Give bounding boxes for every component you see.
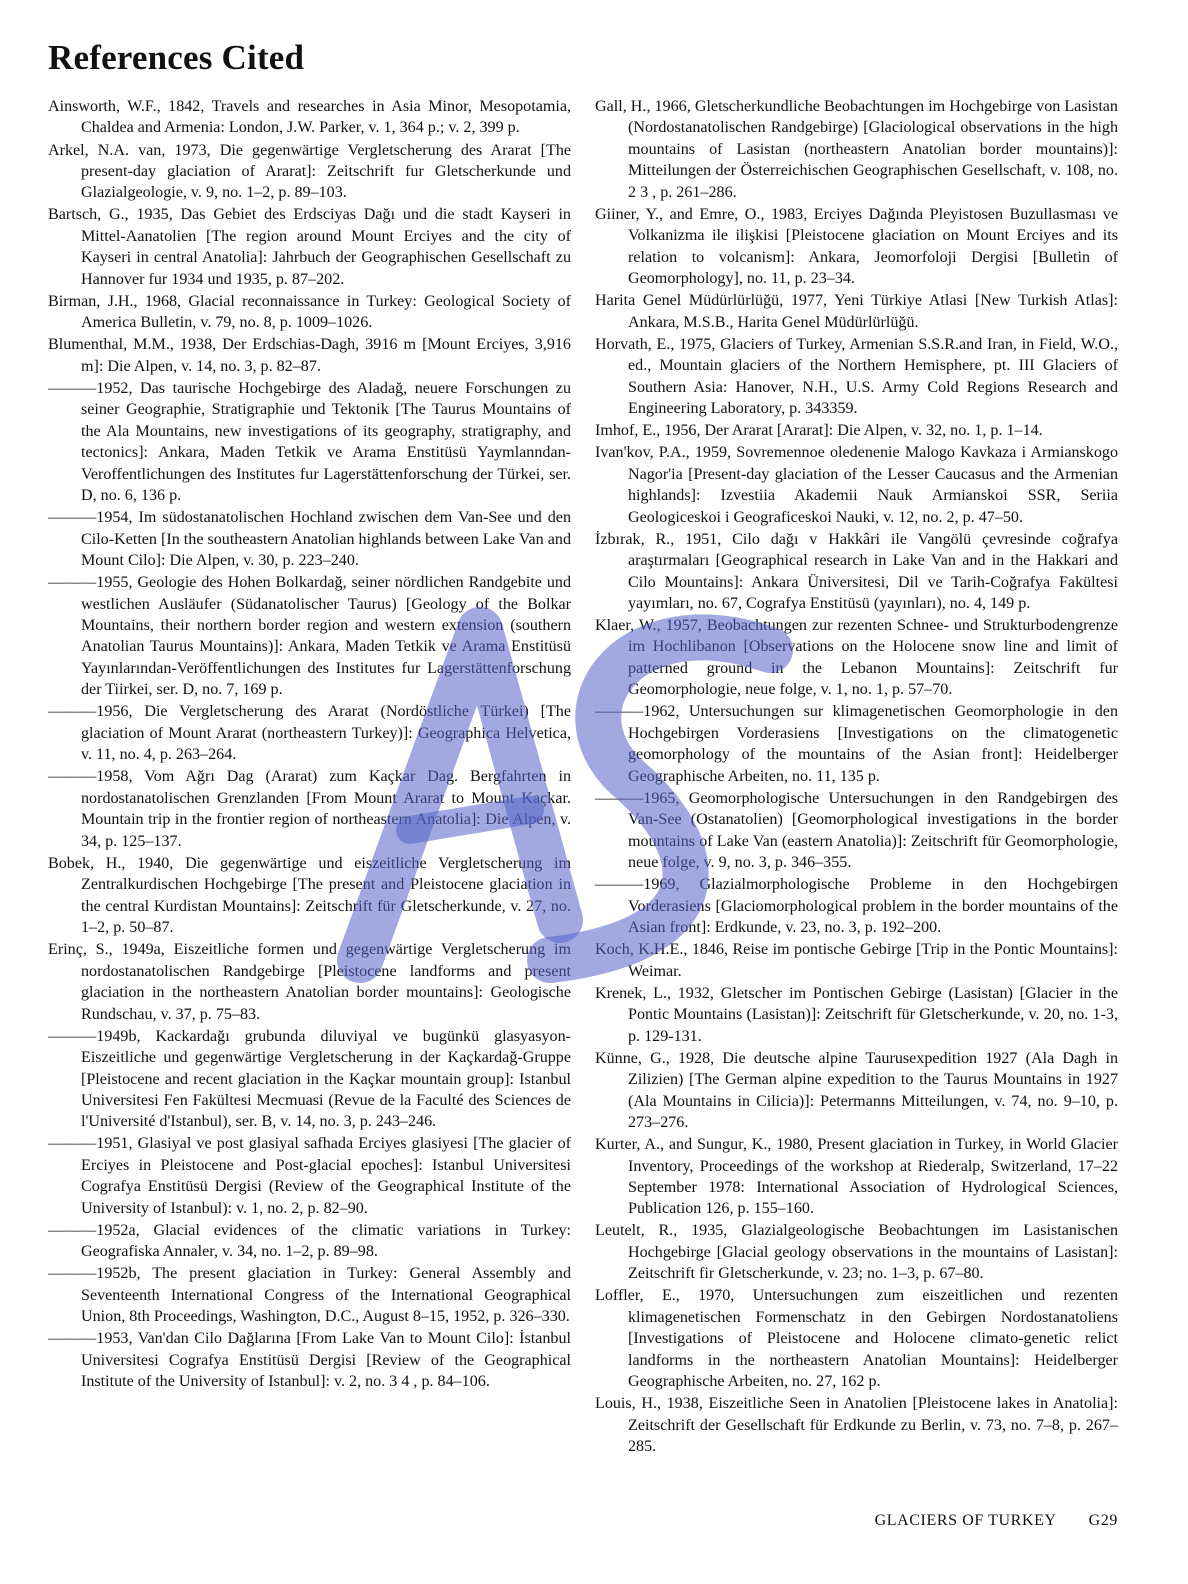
reference-text: Glaciers of Turkey, Armenian S.S.R.and Iran, in Field, W.O., ed., Mountain glaciers of the Northern Hemisphere, pt. III Glaciers of Southern Asia: Hanover, N.H., U.S. Army Cold Regions Research and Engineering Laboratory, p. 343359. xyxy=(628,335,1118,418)
reference-entry xyxy=(595,701,1118,787)
reference-text: Kackardağı grubunda diluviyal ve bugünkü glasyasyon-Eiszeitliche und gegenwärtige Vergletscherung in der Kaçkardağ-Gruppe [Pleistocene and recent glaciation in the Kaçkar mountain group]: Istanbul Universitesi Fen Fakültesi Mecmuasi (Revue de la Faculté des Sciences de l'Université d'Istanbul), ser. B, v. 14, no. 3, p. 243–246. xyxy=(81,1027,571,1131)
reference-text: Die Vergletscherung des Ararat (Nordöstliche Türkei) [The glaciation of Mount Ararat (northeastern Turkey)]: Geographica Helvetica, v. 11, no. 4, p. 263–264. xyxy=(81,703,571,764)
reference-entry xyxy=(595,334,1118,420)
reference-text: Glasiyal ve post glasiyal safhada Erciyes glasiyesi [The glacier of Erciyes in Pleistocene and Post-glacial epoches]: Istanbul Universitesi Cografya Enstitüsü Dergisi (Review of the Geographical Institute of the University of Istanbul): v. 1, no. 2, p. 82–90. xyxy=(81,1135,571,1217)
reference-text: Cilo dağı v Hakkâri ile Vangölü çevresinde coğrafya araştırmaları [Geographical research in Lake Van and in the Hakkari and Cilo Mountains]: Ankara Üniversitesi, Dil ve Tarih-Coğrafya Fakültesi yayımları, no. 67, Cografya Enstitüsü (yayınları), no. 4, 149 p. xyxy=(628,530,1118,612)
reference-author: Ivan'kov, P.A., 1959, xyxy=(595,444,732,462)
reference-entry xyxy=(48,1220,571,1263)
reference-author: Gall, H., 1966, xyxy=(595,98,691,115)
reference-text: Yeni Türkiye Atlasi [New Turkish Atlas]: Ankara, M.S.B., Harita Genel Müdürlürlüğü. xyxy=(628,292,1118,331)
reference-entry xyxy=(48,701,571,765)
reference-text: Van'dan Cilo Dağlarına [From Lake Van to Mount Cilo]: İstanbul Universitesi Cografya Enstitüsü Dergisi [Review of the Geographical Institute of the University of Istanbul]: v. 2, no. 3 4 , p. 84–106. xyxy=(81,1330,571,1391)
reference-author: ———1952b, xyxy=(48,1265,141,1283)
reference-author: ———1949b, xyxy=(48,1027,141,1045)
reference-author: ———1955, xyxy=(48,574,133,592)
reference-entry xyxy=(595,442,1118,528)
reference-text: Glacial evidences of the climatic variations in Turkey: Geografiska Annaler, v. 34, no. 1–2, p. 89–98. xyxy=(81,1221,571,1261)
reference-text: Reise im pontische Gebirge [Trip in the Pontic Mountains]: Weimar. xyxy=(628,941,1118,980)
reference-author: ———1952, xyxy=(48,379,133,397)
reference-text: Untersuchungen sur klimagenetischen Geomorphologie in den Hochgebirgen Vorderasiens [Investigations on the climatogenetic geomorphology of the mountains of the Asian front]: Heidelberger Geographische Arbeiten, no. 11, 135 p. xyxy=(628,703,1118,785)
reference-text: Present glaciation in Turkey, in World Glacier Inventory, Proceedings of the workshop at Riederalp, Switzerland, 17–22 September 1978: International Association of Hydrological Sciences, Publication 126, p. 155–160. xyxy=(628,1136,1118,1218)
reference-text: Eiszeitliche formen und gegenwärtige Vergletscherung im nordostanatolischen Randgebirge [Pleistocene landforms and present glaciation in the northeastern Anatolian border mountains]: Geologische Rundschau, v. 37, p. 75–83. xyxy=(81,941,571,1023)
reference-author: Krenek, L., 1932, xyxy=(595,984,714,1002)
reference-entry xyxy=(595,939,1118,982)
reference-text: Erciyes Dağında Pleyistosen Buzullasması ve Volkanizma ile ilişkisi [Pleistocene glaciation on Mount Erciyes and its relation to volcanism]: Ankara, Jeomorfoloji Dergisi [Bulletin of Geomorphology], no. 11, p. 23–34. xyxy=(628,205,1118,288)
reference-entry xyxy=(48,1328,571,1392)
reference-entry xyxy=(48,334,571,377)
reference-author: ———1953, xyxy=(48,1330,133,1348)
reference-author: Bartsch, G., 1935, xyxy=(48,206,173,224)
reference-entry xyxy=(595,1285,1118,1392)
references-left-column xyxy=(48,96,571,1393)
reference-entry xyxy=(48,853,571,939)
reference-author: Bobek, H., 1940, xyxy=(48,854,174,872)
reference-entry xyxy=(48,572,571,701)
reference-author: ———1965, xyxy=(595,789,680,807)
reference-text: Eiszeitliche Seen in Anatolien [Pleistocene lakes in Anatolia]: Zeitschrift der Gesellschaft für Erdkunde zu Berlin, v. 73, no. 7–8, p. 267–285. xyxy=(628,1395,1118,1456)
reference-author: Horvath, E., 1975, xyxy=(595,335,716,353)
reference-author: Klaer, W., 1957, xyxy=(595,617,702,635)
reference-entry xyxy=(48,939,571,1025)
reference-text: Beobachtungen zur rezenten Schnee- und Strukturbodengrenze im Hochlibanon [Observations on the Holocene snow line and limit of patterned ground in the Lebanon Mountains]: Zeitschrift fur Geomorphologie, neue folge, v. 1, no. 1, p. 57–70. xyxy=(628,617,1118,699)
reference-entry xyxy=(595,1048,1118,1134)
reference-text: Glazialmorphologische Probleme in den Hochgebirgen Vorderasiens [Glaciomorphological problem in the border mountains of the Asian front]: Erdkunde, v. 23, no. 3, p. 192–200. xyxy=(628,876,1118,937)
reference-text: Der Erdschias-Dagh, 3916 m [Mount Erciyes, 3,916 m]: Die Alpen, v. 14, no. 3, p. 82–87. xyxy=(81,336,571,375)
references-right-column xyxy=(595,96,1118,1458)
reference-author: Ainsworth, W.F., 1842, xyxy=(48,98,205,115)
reference-entry xyxy=(595,615,1118,701)
reference-entry xyxy=(595,204,1118,290)
reference-entry xyxy=(48,1263,571,1327)
reference-author: ———1969, xyxy=(595,876,680,894)
reference-entry xyxy=(595,1393,1118,1457)
reference-text: Sovremennoe oledenenie Malogo Kavkaza i Armianskogo Nagor'ia [Present-day glaciation of the Lesser Caucasus and the Armenian highlands]: Izvestiia Akademii Nauk Armianskoi SSR, Seriia Geologiceskoi i Geograficeskoi Nauki, v. 12, no. 2, p. 47–50. xyxy=(628,444,1118,526)
reference-text: Das taurische Hochgebirge des Aladağ, neuere Forschungen zu seiner Geographie, Stratigraphie und Tektonik [The Taurus Mountains of the Ala Mountains, new investigations of its geography, stratigraphy, and tectonics]: Ankara, Maden Tetkik ve Arama Enstitüsü Yaymlanndan-Veroffentlichungen des Institutes fur Lagerstättenforschung der Türkei, ser. D, no. 6, 136 p. xyxy=(81,379,571,505)
reference-entry xyxy=(595,290,1118,333)
reference-entry xyxy=(48,1026,571,1133)
reference-text: Geologie des Hohen Bolkardağ, seiner nördlichen Randgebite und westlichen Ausläufer (Südanatolischer Taurus) [Geology of the Bolkar Mountains, their northern border region and western extension (southern Anatolian Taurus Mountains)]: Ankara, Maden Tetkik ve Arama Enstitüsü Yayınlarından-Veröffentlichungen des Institutes fur Lagerstättenforschung der Tiirkei, ser. D, no. 7, 169 p. xyxy=(81,574,572,699)
reference-text: Untersuchungen zum eiszeitlichen und rezenten klimagenetischen Formenschatz in den Gebirgen Nordostanatoliens [Investigations of Pleistocene and Holocene climato-genetic relict landforms in the northeastern Anatolian Mountains]: Heidelberger Geographische Arbeiten, no. 27, 162 p. xyxy=(628,1287,1119,1391)
reference-author: Imhof, E., 1956, xyxy=(595,422,701,440)
reference-entry xyxy=(48,1133,571,1219)
reference-entry xyxy=(595,983,1118,1047)
reference-text: Das Gebiet des Erdsciyas Dağı und die stadt Kayseri in Mittel-Aanatolien [The region around Mount Erciyes and the city of Kayseri in central Anatolia]: Jahrbuch der Geographischen Gesellschaft zu Hannover fur 1934 und 1935, p. 87–202. xyxy=(81,206,571,288)
reference-entry xyxy=(595,96,1118,203)
reference-author: Erinç, S., 1949a, xyxy=(48,941,165,959)
reference-entry xyxy=(48,204,571,290)
reference-author: ———1962, xyxy=(595,703,680,721)
reference-author: ———1956, xyxy=(48,703,133,721)
reference-author: Künne, G., 1928, xyxy=(595,1049,715,1067)
running-title: GLACIERS OF TURKEY xyxy=(874,1512,1057,1529)
page-number: G29 xyxy=(1088,1512,1118,1529)
reference-text: Im südostanatolischen Hochland zwischen dem Van-See und den Cilo-Ketten [In the southeastern Anatolian highlands between Lake Van and Mount Cilo]: Die Alpen, v. 30, p. 223–240. xyxy=(81,509,572,570)
reference-text: Der Ararat [Ararat]: Die Alpen, v. 32, no. 1, p. 1–14. xyxy=(704,422,1043,440)
reference-text: Die gegenwärtige und eiszeitliche Vergletscherung im Zentralkurdischen Hochgebirge [The present and Pleistocene glaciation in the central Kurdistan Mountains]: Zeitschrift für Gletscherkunde, v. 27, no. 1–2, p. 50–87. xyxy=(81,854,572,937)
reference-text: Gletscher im Pontischen Gebirge (Lasistan) [Glacier in the Pontic Mountains (Lasistan)]: Zeitschrift für Gletscherkunde, v. 20, no. 1-3, p. 129-131. xyxy=(628,984,1118,1045)
reference-author: Koch, K.H.E., 1846, xyxy=(595,941,729,959)
reference-author: ———1952a, xyxy=(48,1221,140,1239)
reference-author: Loffler, E., 1970, xyxy=(595,1287,735,1305)
reference-entry xyxy=(48,507,571,571)
reference-author: Kurter, A., and Sungur, K., 1980, xyxy=(595,1136,813,1154)
reference-author: Giiner, Y., and Emre, O., 1983, xyxy=(595,205,808,223)
reference-text: The present glaciation in Turkey: General Assembly and Seventeenth International Congress of the International Geographical Union, 8th Proceedings, Washington, D.C., August 8–15, 1952, p. 326–330. xyxy=(81,1265,572,1326)
reference-entry xyxy=(595,1220,1118,1284)
reference-author: Blumenthal, M.M., 1938, xyxy=(48,336,217,354)
reference-entry xyxy=(48,766,571,852)
reference-entry xyxy=(48,378,571,507)
reference-entry xyxy=(595,529,1118,615)
reference-entry xyxy=(595,420,1118,441)
page-footer xyxy=(843,1512,1118,1530)
reference-text: Geomorphologische Untersuchungen in den Randgebirgen des Van-See (Ostanatolien) [Geomorphological investigations in the border mountains of Lake Van (eastern Anatolia)]: Zeitschrift für Geomorphologie, neue folge, v. 9, no. 3, p. 346–355. xyxy=(628,789,1118,872)
page-title: References Cited xyxy=(48,38,305,77)
reference-entry xyxy=(595,1134,1118,1220)
reference-entry xyxy=(48,140,571,204)
reference-text: Glacial reconnaissance in Turkey: Geological Society of America Bulletin, v. 79, no. 8, p. 1009–1026. xyxy=(81,292,571,332)
reference-author: Birman, J.H., 1968, xyxy=(48,292,182,310)
reference-entry xyxy=(595,874,1118,938)
reference-author: ———1951, xyxy=(48,1135,133,1153)
reference-text: Travels and researches in Asia Minor, Mesopotamia, Chaldea and Armenia: London, J.W. Parker, v. 1, 364 p.; v. 2, 399 p. xyxy=(81,98,572,137)
reference-entry xyxy=(595,788,1118,874)
reference-author: Leutelt, R., 1935, xyxy=(595,1222,728,1240)
reference-author: Arkel, N.A. van, 1973, xyxy=(48,141,211,159)
reference-entry xyxy=(48,291,571,334)
reference-author: ———1958, xyxy=(48,768,133,786)
reference-text: Die gegenwärtige Vergletscherung des Ararat [The present-day glaciation of Ararat]: Zeitschrift fur Gletscherkunde und Glazialgeologie, v. 9, no. 1–2, p. 89–103. xyxy=(81,141,572,202)
reference-entry xyxy=(48,96,571,139)
reference-author: Harita Genel Müdürlürlüğü, 1977, xyxy=(595,292,828,310)
reference-text: Glazialgeologische Beobachtungen im Lasistanischen Hochgebirge [Glacial geology observations in the mountains of Lasistan]: Zeitschrift fir Gletscherkunde, v. 23; no. 1–3, p. 67–80. xyxy=(628,1222,1119,1283)
reference-text: Gletscherkundliche Beobachtungen im Hochgebirge von Lasistan (Nordostanatolischen Randgebirge) [Glaciological observations in the high mountains of Lasistan (northeastern Anatolian border mountains)]: Mitteilungen der Österreichischen Geographischen Gesellschaft, v. 108, no. 2 3 , p. 261–286. xyxy=(628,98,1118,201)
reference-text: Vom Ağrı Dag (Ararat) zum Kaçkar Dag. Bergfahrten in nordostanatolischen Grenzlanden [From Mount Ararat to Mount Kaçkar. Mountain trip in the frontier region of northeastern Anatolia]: Die Alpen, v. 34, p. 125–137. xyxy=(81,768,572,850)
reference-author: Louis, H., 1938, xyxy=(595,1395,703,1413)
reference-author: ———1954, xyxy=(48,509,133,527)
reference-text: Die deutsche alpine Taurusexpedition 1927 (Ala Dagh in Zilizien) [The German alpine expedition to the Taurus Mountains in 1927 (Ala Mountains in Cilicia)]: Petermanns Mitteilungen, v. 74, no. 9–10, p. 273–276. xyxy=(628,1049,1118,1132)
reference-author: İzbırak, R., 1951, xyxy=(595,530,722,548)
